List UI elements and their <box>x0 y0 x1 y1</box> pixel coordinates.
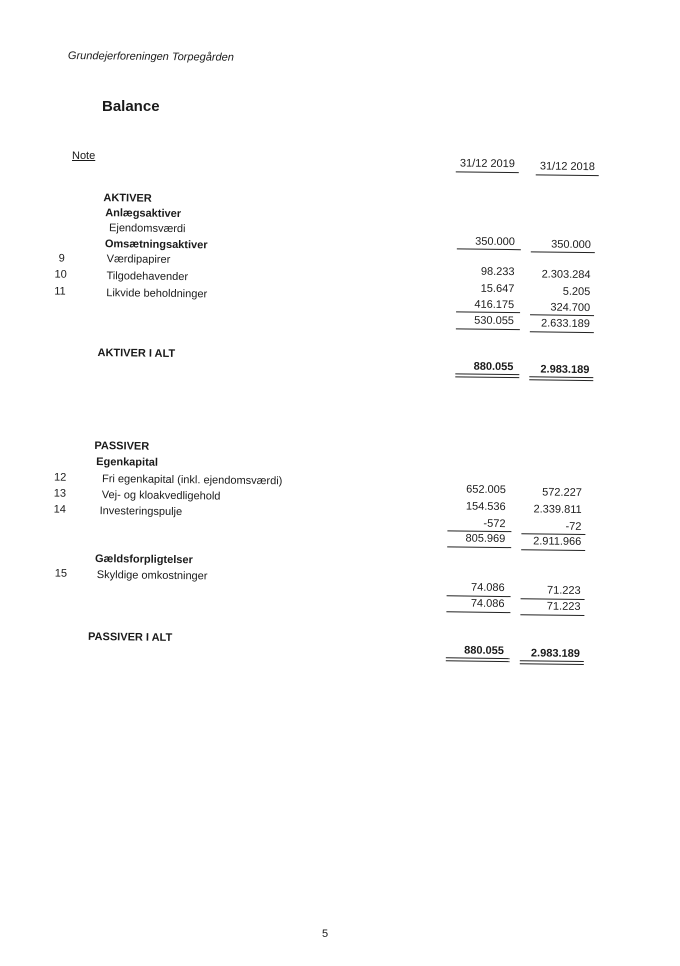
rule <box>520 614 584 616</box>
assets-total-2018: 2.983.189 <box>540 363 590 377</box>
equity-subtotal-2018: 2.911.966 <box>533 535 582 548</box>
value-2019: 15.647 <box>480 282 515 296</box>
debt-subtotal-2018: 71.223 <box>546 600 581 613</box>
fixed-assets-heading: Anlægsaktiver <box>105 207 182 221</box>
page-title: Balance <box>102 98 160 115</box>
rule <box>457 248 521 250</box>
liabilities-total-2018: 2.983.189 <box>530 647 580 660</box>
column-header-2019 <box>460 157 515 170</box>
current-assets-heading: Omsætningsaktiver <box>104 238 208 252</box>
note-number: 10 <box>54 268 67 281</box>
note-number: 9 <box>58 252 65 265</box>
column-header-2019-text: 31/12 2019 <box>459 157 516 171</box>
property-label: Ejendomsværdi <box>108 222 186 236</box>
value-2019: 98.233 <box>480 265 515 279</box>
assets-total-label: AKTIVER I ALT <box>97 347 176 360</box>
assets-heading: AKTIVER <box>103 192 152 205</box>
value-2018: 572.227 <box>542 486 582 499</box>
equity-subtotal-2019: 805.969 <box>465 532 506 546</box>
row-label: Skyldige omkostninger <box>96 569 208 583</box>
value-2018: -72 <box>565 520 582 533</box>
assets-subtotal-2019: 530.055 <box>474 314 515 328</box>
value-2018: 2.303.284 <box>541 268 591 282</box>
value-2019: 652.005 <box>466 483 506 497</box>
value-2018: 324.700 <box>550 301 591 315</box>
rule <box>447 546 511 548</box>
rule <box>530 314 594 316</box>
debt-subtotal-2019: 74.086 <box>470 597 505 611</box>
equity-heading: Egenkapital <box>96 456 159 469</box>
value-2019: 416.175 <box>474 298 515 312</box>
double-rule <box>520 660 584 665</box>
row-label: Fri egenkapital (inkl. ejendomsværdi) <box>101 473 283 488</box>
note-number: 11 <box>54 285 66 298</box>
liabilities-total-2019: 880.055 <box>464 644 505 658</box>
row-label: Tilgodehavender <box>106 270 189 284</box>
row-label: Værdipapirer <box>106 253 171 266</box>
value-2019: 74.086 <box>470 581 505 595</box>
property-2019: 350.000 <box>475 235 516 249</box>
column-header-2018-text: 31/12 2018 <box>539 160 595 174</box>
note-number: 13 <box>53 487 67 500</box>
assets-total-2019: 880.055 <box>473 360 514 374</box>
note-number: 15 <box>54 567 68 580</box>
property-2018: 350.000 <box>551 238 591 252</box>
rule <box>446 611 510 613</box>
row-label: Investeringspulje <box>99 505 183 519</box>
debt-heading: Gældsforpligtelser <box>94 553 193 567</box>
rule <box>456 311 520 313</box>
rule <box>456 328 520 330</box>
row-label: Likvide beholdninger <box>106 287 208 301</box>
rule <box>521 549 585 551</box>
value-2018: 71.223 <box>546 584 581 597</box>
row-label: Vej- og kloakvedligehold <box>101 489 221 503</box>
double-rule <box>446 657 510 662</box>
double-rule <box>529 376 593 381</box>
double-rule <box>455 373 519 378</box>
liabilities-total-label: PASSIVER I ALT <box>88 630 173 644</box>
rule <box>530 331 594 333</box>
page-number: 5 <box>322 928 329 940</box>
rule <box>531 251 595 253</box>
value-2018: 5.205 <box>562 285 591 299</box>
value-2019: 154.536 <box>465 500 506 514</box>
organization-name: Grundejerforeningen Torpegården <box>67 50 234 64</box>
value-2019: -572 <box>483 517 506 531</box>
liabilities-heading: PASSIVER <box>94 439 150 453</box>
column-header-2018 <box>540 160 595 173</box>
value-2018: 2.339.811 <box>533 503 582 516</box>
note-number: 14 <box>53 503 66 516</box>
assets-subtotal-2018: 2.633.189 <box>540 317 591 331</box>
note-number: 12 <box>53 471 67 484</box>
note-column-header: Note <box>72 150 96 162</box>
